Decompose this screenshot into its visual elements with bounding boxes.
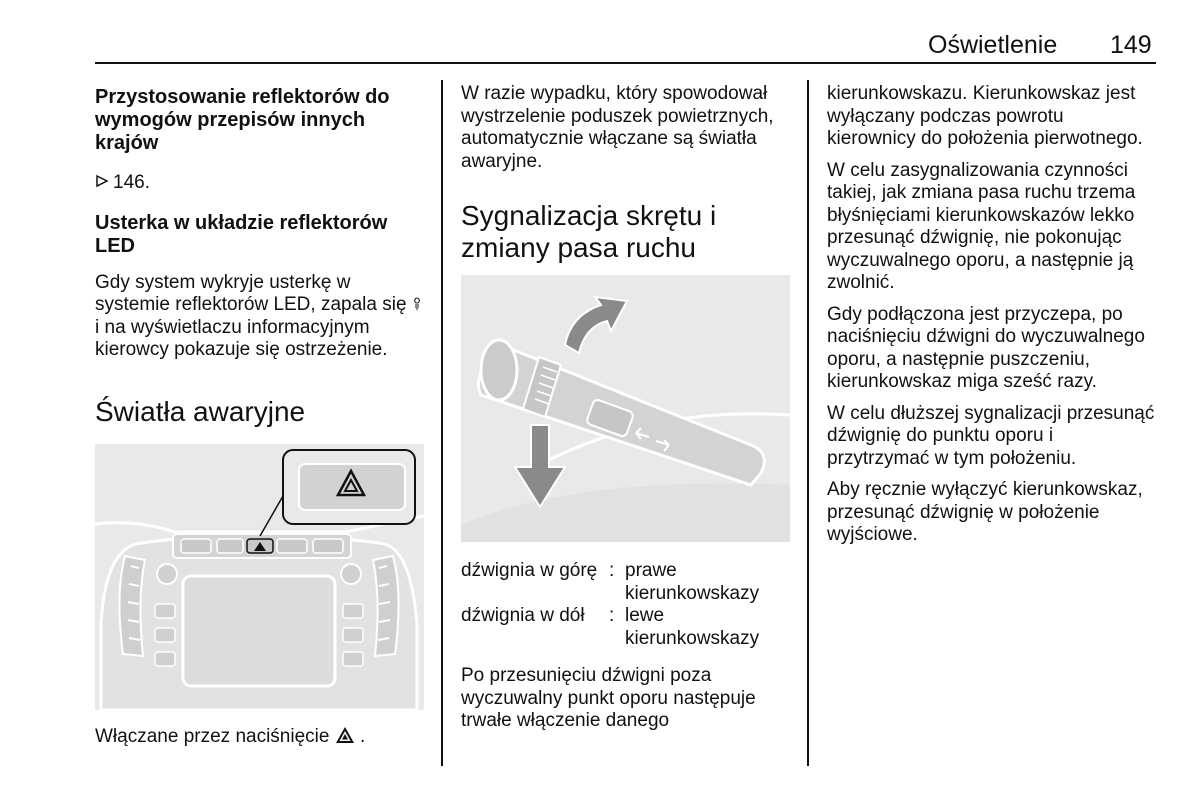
definition-separator: : [609, 560, 615, 581]
figure-caption-hazard [95, 726, 425, 749]
definition-row [461, 560, 791, 605]
definition-term: dźwignia w dół [461, 605, 585, 626]
paragraph-led-fault [95, 272, 425, 362]
cross-reference[interactable] [95, 172, 425, 195]
paragraph-long-signal: W celu dłuższej sygnalizacji przesunąć dźwignię do punktu oporu i przytrzymać w tym położeniu. [827, 402, 1155, 469]
paragraph-permanent-signal: Po przesunięciu dźwigni poza wyczuwalny punkt oporu następuje trwałe włączenie danego [461, 665, 756, 731]
dashboard-illustration [95, 444, 424, 710]
subheading-headlight-adaptation: Przystosowanie reflektorów do wymogów przepisów innych krajów [95, 86, 390, 154]
column-divider [807, 80, 809, 766]
text-fragment: Gdy system wykryje usterkę w systemie reflektorów LED, zapala się [95, 271, 407, 315]
headlight-fault-icon [412, 294, 422, 315]
column-2 [461, 83, 791, 733]
subheading-led-fault: Usterka w układzie reflektorów LED [95, 211, 388, 257]
chapter-title: Oświetlenie [928, 31, 1058, 59]
column-1 [95, 83, 425, 748]
figure-dashboard-hazard [95, 444, 424, 710]
column-divider [441, 80, 443, 766]
definition-description: lewe kierunkowskazy [625, 605, 760, 649]
page-number: 149 [1110, 31, 1152, 59]
definition-row [461, 605, 791, 650]
reference-page: 146. [113, 172, 150, 193]
turn-signal-stalk-illustration [461, 275, 790, 542]
text-fragment: i na wyświetlaczu informacyjnym kierowcy pokazuje się ostrzeżenie. [95, 316, 388, 360]
paragraph-airbag-hazard: W razie wypadku, który spowodował wystrzelenie poduszek powietrznych, automatycznie włączane są światła awaryjne. [461, 83, 774, 172]
section-title-hazard: Światła awaryjne [95, 395, 306, 427]
figure-turn-signal-stalk [461, 275, 790, 542]
text-fragment: . [360, 725, 366, 747]
definition-description: prawe kierunkowskazy [625, 560, 760, 604]
definition-list [461, 560, 791, 650]
hazard-warning-triangle-icon [335, 726, 360, 747]
reference-arrow-icon [95, 172, 109, 195]
paragraph-manual-off: Aby ręcznie wyłączyć kierunkowskaz, przesunąć dźwignię w położenie wyjściowe. [827, 479, 1143, 545]
header-rule [95, 62, 1156, 64]
paragraph-signal-off: kierunkowskazu. Kierunkowskaz jest wyłączany podczas powrotu kierownicy do położenia pierwotnego. [827, 83, 1143, 149]
section-title-turn-signal: Sygnalizacja skrętu i zmiany pasa ruchu [461, 200, 717, 263]
definition-separator: : [609, 605, 615, 626]
column-3 [827, 83, 1157, 547]
text-fragment: Włączane przez naciśnięcie [95, 725, 330, 747]
paragraph-lane-change: W celu zasygnalizowania czynności takiej, jak zmiana pasa ruchu trzema błyśnięciami kierunkowskazów lekko przesunąć dźwignię, nie pokonując wyczuwalnego oporu, a następnie ją zwolnić. [827, 159, 1136, 293]
paragraph-trailer: Gdy podłączona jest przyczepa, po naciśnięciu dźwigni do wyczuwalnego oporu, a następnie puszczeniu, kierunkowskaz miga sześć razy. [827, 303, 1145, 392]
definition-term: dźwignia w górę [461, 560, 598, 581]
